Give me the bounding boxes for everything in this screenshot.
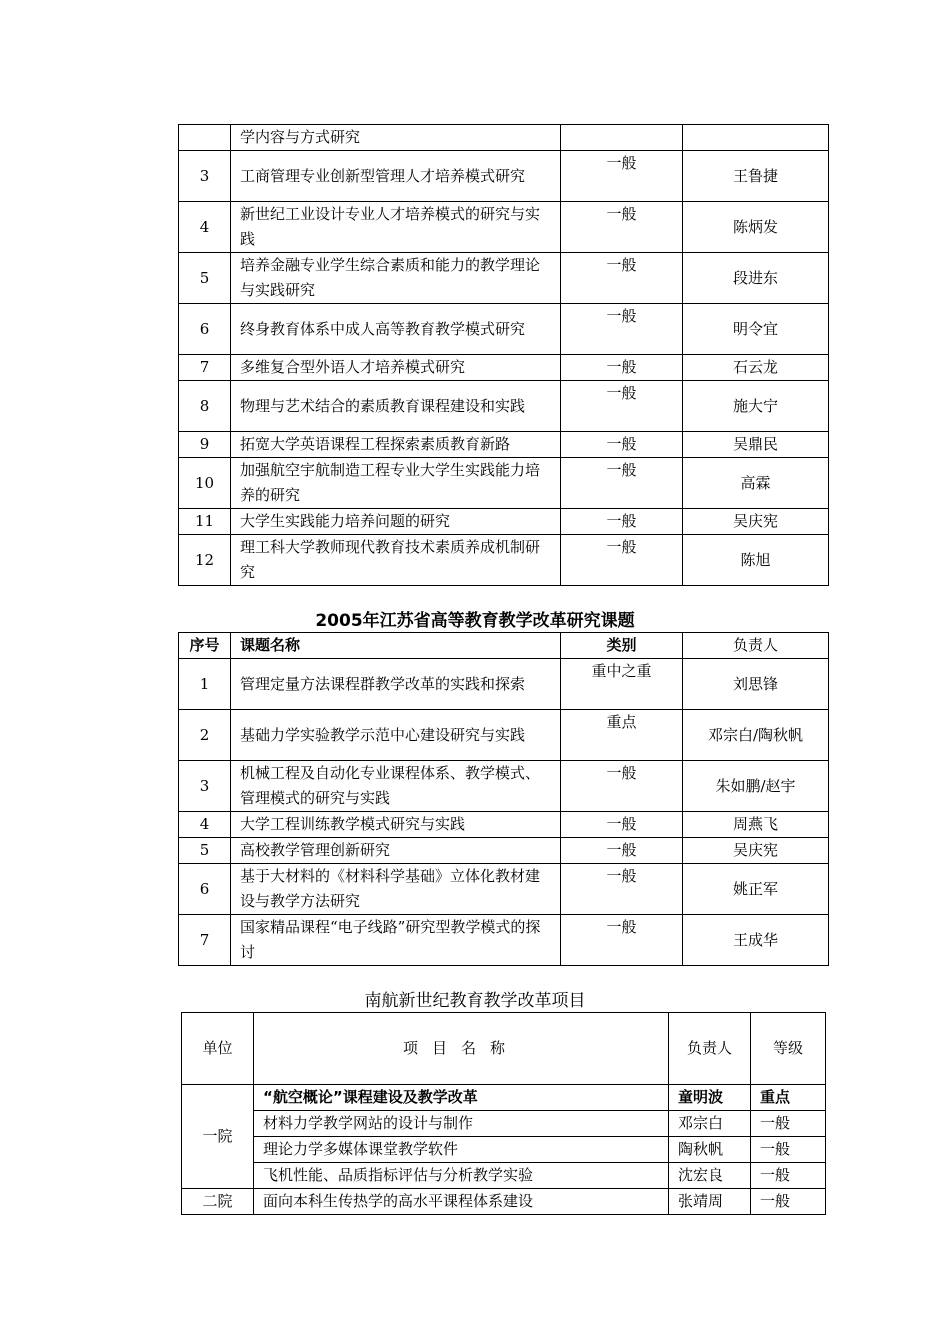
table-row [179,864,829,915]
category: 一般 [561,432,683,458]
category: 一般 [561,838,683,864]
project-name: 多维复合型外语人才培养模式研究 [231,355,561,381]
row-number: 5 [179,838,231,864]
category: 重中之重 [561,659,683,710]
project-name: 基础力学实验教学示范中心建设研究与实践 [231,710,561,761]
table-row [179,659,829,710]
table-row [182,1085,826,1111]
table-row [179,838,829,864]
person-in-charge: 邓宗白/陶秋帆 [683,710,829,761]
category: 一般 [561,458,683,509]
category: 一般 [561,915,683,966]
person-in-charge: 吴庆宪 [683,509,829,535]
row-number: 2 [179,710,231,761]
row-number: 1 [179,659,231,710]
category: 一般 [561,304,683,355]
project-name: 管理定量方法课程群教学改革的实践和探索 [231,659,561,710]
row-number: 4 [179,812,231,838]
person-in-charge: 高霖 [683,458,829,509]
table-row [182,1163,826,1189]
person-in-charge: 王鲁捷 [683,151,829,202]
project-name: 物理与艺术结合的素质教育课程建设和实践 [231,381,561,432]
person-in-charge: 陈炳发 [683,202,829,253]
category: 一般 [561,202,683,253]
level: 一般 [751,1189,826,1215]
row-number: 3 [179,761,231,812]
category: 一般 [561,812,683,838]
unit-cell: 二院 [182,1189,254,1215]
category: 一般 [561,761,683,812]
table-row [179,125,829,151]
column-header-level: 等级 [751,1013,826,1085]
table-row [179,202,829,253]
project-name: 拓宽大学英语课程工程探索素质教育新路 [231,432,561,458]
project-name: 学内容与方式研究 [231,125,561,151]
person-in-charge: 陶秋帆 [669,1137,751,1163]
table-nuaa-projects [181,1012,826,1215]
project-name: 大学生实践能力培养问题的研究 [231,509,561,535]
table-row [179,812,829,838]
project-name: 面向本科生传热学的高水平课程体系建设 [254,1189,669,1215]
table-row [179,458,829,509]
column-header-name: 项目名称 [254,1013,669,1085]
table-row [182,1111,826,1137]
table-continued [178,124,829,586]
person-in-charge: 姚正军 [683,864,829,915]
project-name: 材料力学教学网站的设计与制作 [254,1111,669,1137]
table-row [179,915,829,966]
column-header-unit: 单位 [182,1013,254,1085]
table-row [179,151,829,202]
project-name: 终身教育体系中成人高等教育教学模式研究 [231,304,561,355]
project-name: 高校教学管理创新研究 [231,838,561,864]
table-row [179,535,829,586]
row-number: 9 [179,432,231,458]
table-row [179,381,829,432]
level: 一般 [751,1163,826,1189]
project-name: 加强航空宇航制造工程专业大学生实践能力培养的研究 [231,458,561,509]
person-in-charge: 沈宏良 [669,1163,751,1189]
project-name: 基于大材料的《材料科学基础》立体化教材建设与教学方法研究 [231,864,561,915]
section-title: 2005年江苏省高等教育教学改革研究课题 [315,611,635,631]
person-in-charge: 朱如鹏/赵宇 [683,761,829,812]
person-in-charge: 陈旭 [683,535,829,586]
table-header-row [179,633,829,659]
section-title: 南航新世纪教育教学改革项目 [364,991,586,1011]
person-in-charge: 邓宗白 [669,1111,751,1137]
category: 一般 [561,253,683,304]
project-name: 理论力学多媒体课堂教学软件 [254,1137,669,1163]
column-header-person: 负责人 [669,1013,751,1085]
row-number: 6 [179,304,231,355]
row-number: 12 [179,535,231,586]
person-in-charge: 吴庆宪 [683,838,829,864]
table-row [179,710,829,761]
project-name: 机械工程及自动化专业课程体系、教学模式、管理模式的研究与实践 [231,761,561,812]
table-header-row [182,1013,826,1085]
row-number: 3 [179,151,231,202]
table-row [179,304,829,355]
column-header-type: 类别 [561,633,683,659]
row-number: 5 [179,253,231,304]
table-row [179,509,829,535]
person-in-charge: 王成华 [683,915,829,966]
table-row [179,432,829,458]
row-number: 7 [179,355,231,381]
row-number: 11 [179,509,231,535]
project-name: 培养金融专业学生综合素质和能力的教学理论与实践研究 [231,253,561,304]
project-name: 国家精品课程“电子线路”研究型教学模式的探讨 [231,915,561,966]
person-in-charge: 石云龙 [683,355,829,381]
row-number: 4 [179,202,231,253]
project-name: 新世纪工业设计专业人才培养模式的研究与实践 [231,202,561,253]
level: 重点 [751,1085,826,1111]
person-in-charge: 施大宁 [683,381,829,432]
category: 一般 [561,509,683,535]
unit-cell: 一院 [182,1085,254,1189]
table-row [179,253,829,304]
project-name: 理工科大学教师现代教育技术素质养成机制研究 [231,535,561,586]
table-row [182,1189,826,1215]
category: 一般 [561,355,683,381]
category: 一般 [561,535,683,586]
person-in-charge: 吴鼎民 [683,432,829,458]
level: 一般 [751,1137,826,1163]
row-number: 7 [179,915,231,966]
level: 一般 [751,1111,826,1137]
category: 一般 [561,151,683,202]
person-in-charge: 张靖周 [669,1189,751,1215]
category: 一般 [561,381,683,432]
person-in-charge: 刘思锋 [683,659,829,710]
column-header-name: 课题名称 [231,633,561,659]
person-in-charge: 童明波 [669,1085,751,1111]
table-row [179,355,829,381]
table-row [182,1137,826,1163]
person-in-charge: 明令宜 [683,304,829,355]
person-in-charge: 周燕飞 [683,812,829,838]
project-name: 工商管理专业创新型管理人才培养模式研究 [231,151,561,202]
table-row [179,761,829,812]
category: 一般 [561,864,683,915]
category: 重点 [561,710,683,761]
project-name: 大学工程训练教学模式研究与实践 [231,812,561,838]
project-name: “航空概论”课程建设及教学改革 [254,1085,669,1111]
project-name: 飞机性能、品质指标评估与分析教学实验 [254,1163,669,1189]
column-header-person: 负责人 [683,633,829,659]
row-number: 6 [179,864,231,915]
person-in-charge: 段进东 [683,253,829,304]
table-jiangsu-2005 [178,632,829,966]
column-header-number: 序号 [179,633,231,659]
row-number: 8 [179,381,231,432]
row-number: 10 [179,458,231,509]
